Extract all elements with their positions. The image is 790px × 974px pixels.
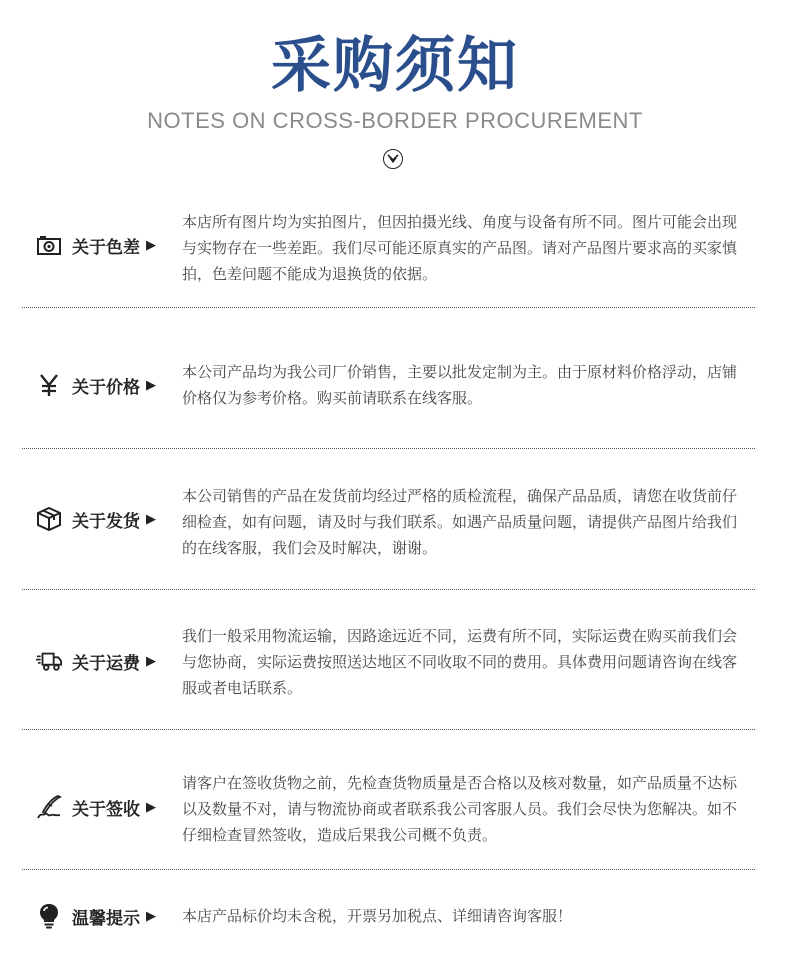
signature-pen-icon bbox=[36, 794, 62, 820]
divider bbox=[22, 729, 755, 730]
section-label: 关于运费 bbox=[72, 653, 140, 674]
section-heading bbox=[36, 648, 156, 674]
divider bbox=[22, 869, 755, 870]
section-heading bbox=[36, 232, 156, 258]
section-text: 本店所有图片均为实拍图片，但因拍摄光线、角度与设备有所不同。图片可能会出现与实物存在一些差距。我们尽可能还原真实的产品图。请对产品图片要求高的买家慎拍，色差问题不能成为退换货的依据。 bbox=[182, 213, 738, 283]
triangle-right-icon: ▶ bbox=[146, 908, 156, 924]
section-label: 温馨提示 bbox=[72, 908, 140, 929]
page-subtitle: NOTES ON CROSS-BORDER PROCUREMENT bbox=[147, 108, 643, 133]
lightbulb-icon bbox=[36, 903, 62, 929]
camera-icon bbox=[36, 232, 62, 258]
section-text: 我们一般采用物流运输，因路途远近不同，运费有所不同，实际运费在购买前我们会与您协商，实际运费按照送达地区不同收取不同的费用。具体费用问题请咨询在线客服或者电话联系。 bbox=[182, 627, 738, 697]
section-label: 关于签收 bbox=[72, 799, 140, 820]
section-heading bbox=[36, 903, 156, 929]
section-text: 本店产品标价均未含税，开票另加税点、详细请咨询客服！ bbox=[182, 907, 573, 925]
page-title: 采购须知 bbox=[271, 31, 519, 101]
section-label: 关于价格 bbox=[72, 377, 140, 398]
chevron-down-icon bbox=[387, 154, 399, 164]
divider bbox=[22, 589, 755, 590]
triangle-right-icon: ▶ bbox=[146, 237, 156, 253]
truck-icon bbox=[36, 648, 62, 674]
section-label: 关于发货 bbox=[72, 511, 140, 532]
package-icon bbox=[36, 506, 62, 532]
divider bbox=[22, 307, 755, 308]
section-heading bbox=[36, 372, 156, 398]
section-heading bbox=[36, 794, 156, 820]
triangle-right-icon: ▶ bbox=[146, 377, 156, 393]
divider bbox=[22, 448, 755, 449]
scroll-down-badge bbox=[383, 149, 403, 169]
section-text: 本公司产品均为我公司厂价销售，主要以批发定制为主。由于原材料价格浮动，店铺价格仅为参考价格。购买前请联系在线客服。 bbox=[182, 363, 738, 407]
section-heading bbox=[36, 506, 156, 532]
section-text: 请客户在签收货物之前，先检查货物质量是否合格以及核对数量，如产品质量不达标以及数量不对，请与物流协商或者联系我公司客服人员。我们会尽快为您解决。如不仔细检查冒然签收，造成后果我公司概不负责。 bbox=[182, 774, 738, 844]
yen-icon bbox=[36, 372, 62, 398]
triangle-right-icon: ▶ bbox=[146, 653, 156, 669]
section-text: 本公司销售的产品在发货前均经过严格的质检流程，确保产品品质，请您在收货前仔细检查，如有问题，请及时与我们联系。如遇产品质量问题，请提供产品图片给我们的在线客服，我们会及时解决，谢谢。 bbox=[182, 487, 738, 557]
triangle-right-icon: ▶ bbox=[146, 511, 156, 527]
triangle-right-icon: ▶ bbox=[146, 799, 156, 815]
section-label: 关于色差 bbox=[72, 237, 140, 258]
